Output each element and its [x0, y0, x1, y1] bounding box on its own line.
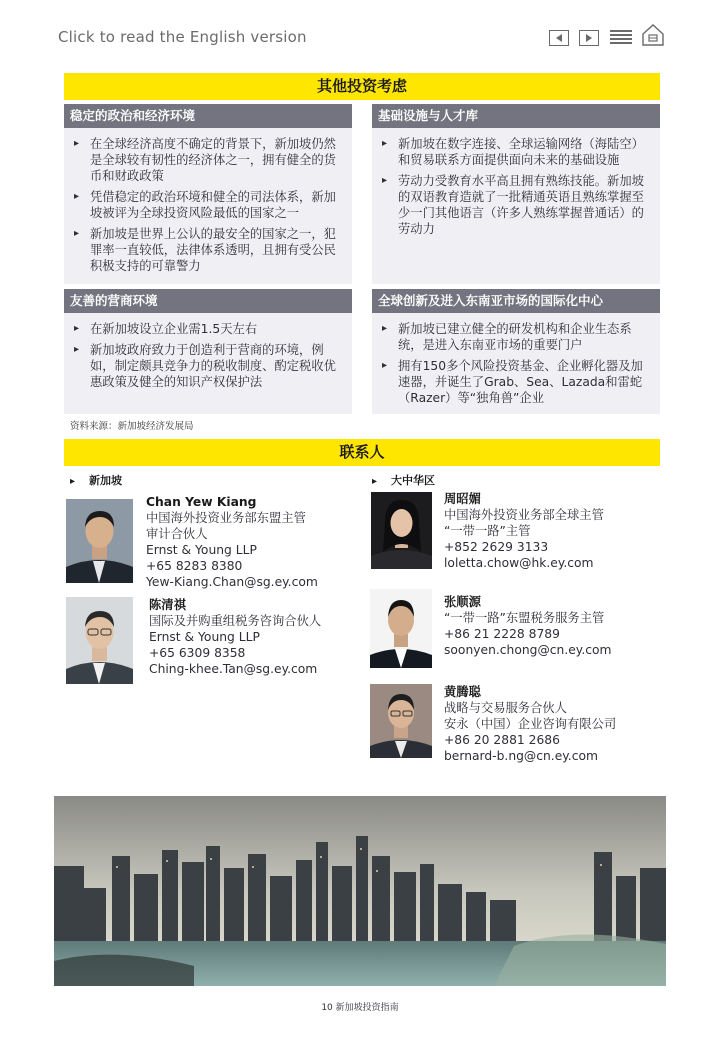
contact-phone: +65 8283 8380: [146, 559, 243, 573]
contact-role-line: “一带一路”主管: [444, 524, 531, 538]
considerations-title: 其他投资考虑: [64, 73, 660, 100]
box-heading: 稳定的政治和经济环境: [64, 104, 352, 128]
contact-email[interactable]: soonyen.chong@cn.ey.com: [444, 643, 612, 657]
prev-page-icon[interactable]: [549, 30, 569, 46]
contact-card: [146, 494, 318, 590]
bullet-list: [372, 313, 660, 406]
contact-company: Ernst & Young LLP: [149, 630, 260, 644]
list-item: ▸ 新加坡已建立健全的研发机构和企业生态系统，是进入东南亚市场的重要门户: [382, 321, 650, 353]
contact-name: 陈清祺: [149, 598, 186, 612]
bullet-list: [64, 128, 352, 274]
contact-name: Chan Yew Kiang: [146, 495, 257, 509]
contact-title-line: “一带一路”东盟税务服务主管: [444, 611, 605, 625]
region-singapore: ▸ 新加坡: [70, 474, 123, 487]
singapore-skyline-image: [54, 796, 666, 986]
contact-role-line: 审计合伙人: [146, 527, 208, 541]
contact-company: Ernst & Young LLP: [146, 543, 257, 557]
english-version-link[interactable]: Click to read the English version: [58, 28, 307, 46]
page-number: 10 新加坡投资指南: [321, 1003, 399, 1013]
avatar: [66, 499, 133, 583]
list-item: ▸ 新加坡是世界上公认的最安全的国家之一，犯罪率一直较低，法律体系透明，且拥有受公民积极支持的可靠警力: [74, 226, 342, 274]
contact-name: 黄腾聪: [444, 685, 481, 699]
contact-card: [149, 597, 321, 677]
list-item: ▸ 劳动力受教育水平高且拥有熟练技能。新加坡的双语教育造就了一批精通英语且熟练掌握至少一门其他语言（许多人熟练掌握普通话）的劳动力: [382, 173, 650, 237]
home-icon[interactable]: [640, 22, 666, 48]
menu-icon[interactable]: [610, 30, 632, 46]
contact-phone: +852 2629 3133: [444, 540, 549, 554]
contact-phone: +86 20 2881 2686: [444, 733, 560, 747]
box-heading: 友善的营商环境: [64, 289, 352, 313]
contact-title-line: 中国海外投资业务部全球主管: [444, 508, 604, 522]
box-heading: 基础设施与人才库: [372, 104, 660, 128]
contact-title-line: 战略与交易服务合伙人: [444, 701, 567, 715]
bullet-list: [64, 313, 352, 390]
contact-card: [444, 594, 612, 658]
list-item: ▸ 新加坡政府致力于创造利于营商的环境，例如，制定颇具竞争力的税收制度、酌定税收优惠政策及健全的知识产权保护法: [74, 342, 342, 390]
contact-name: 张顺源: [444, 595, 481, 609]
avatar: [371, 492, 432, 569]
arrow-icon: ▸: [372, 476, 378, 487]
contacts-title: 联系人: [64, 439, 660, 466]
list-item: ▸ 拥有150多个风险投资基金、企业孵化器及加速器，并诞生了Grab、Sea、Lazada和雷蛇（Razer）等“独角兽”企业: [382, 358, 650, 406]
contact-card: [444, 491, 604, 571]
contact-phone: +65 6309 8358: [149, 646, 246, 660]
contact-company: 安永（中国）企业咨询有限公司: [444, 717, 617, 731]
list-item: ▸ 在新加坡设立企业需1.5天左右: [74, 321, 342, 337]
box-heading: 全球创新及进入东南亚市场的国际化中心: [372, 289, 660, 313]
contact-card: [444, 684, 616, 764]
contact-email[interactable]: bernard-b.ng@cn.ey.com: [444, 749, 598, 763]
contact-email[interactable]: loletta.chow@hk.ey.com: [444, 556, 594, 570]
avatar: [370, 684, 432, 758]
contact-name: 周昭媚: [444, 492, 481, 506]
infrastructure-box: [372, 104, 660, 284]
list-item: ▸ 新加坡在数字连接、全球运输网络（海陆空）和贸易联系方面提供面向未来的基础设施: [382, 136, 650, 168]
innovation-hub-box: [372, 289, 660, 414]
contact-phone: +86 21 2228 8789: [444, 627, 560, 641]
avatar: [370, 589, 432, 668]
source-note: 资料来源：新加坡经济发展局: [70, 421, 194, 432]
arrow-icon: ▸: [70, 476, 76, 487]
stable-environment-box: [64, 104, 352, 284]
next-page-icon[interactable]: [579, 30, 599, 46]
list-item: ▸ 凭借稳定的政治环境和健全的司法体系，新加坡被评为全球投资风险最低的国家之一: [74, 189, 342, 221]
avatar: [66, 597, 133, 684]
list-item: ▸ 在全球经济高度不确定的背景下，新加坡仍然是全球较有韧性的经济体之一，拥有健全的货币和财政政策: [74, 136, 342, 184]
contact-email[interactable]: Yew-Kiang.Chan@sg.ey.com: [146, 575, 318, 589]
contact-title-line: 中国海外投资业务部东盟主管: [146, 511, 306, 525]
contact-email[interactable]: Ching-khee.Tan@sg.ey.com: [149, 662, 318, 676]
region-greater-china: ▸ 大中华区: [372, 474, 436, 487]
contact-title-line: 国际及并购重组税务咨询合伙人: [149, 614, 322, 628]
business-environment-box: [64, 289, 352, 414]
bullet-list: [372, 128, 660, 237]
